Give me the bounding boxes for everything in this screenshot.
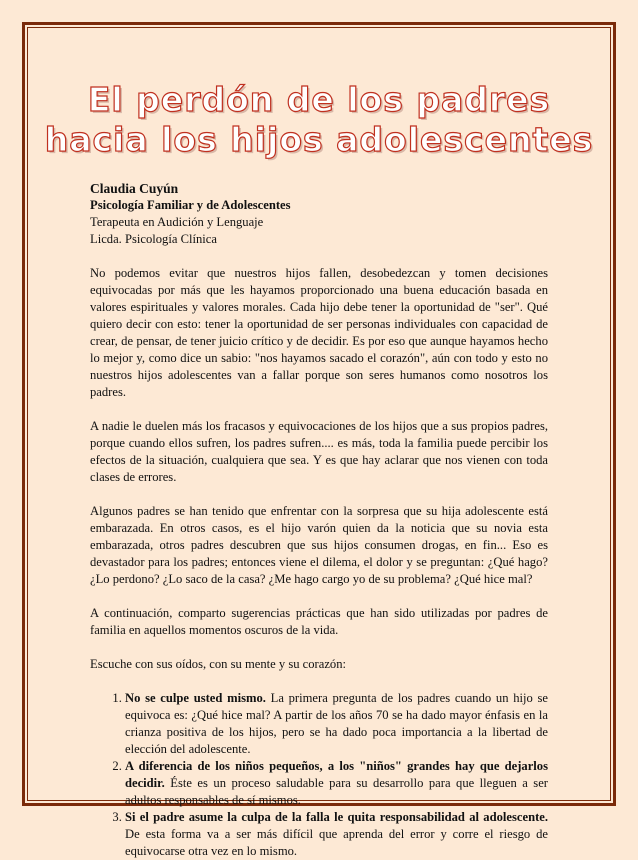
author-block — [90, 180, 548, 248]
list-item — [125, 690, 548, 758]
author-credential-2: Licda. Psicología Clínica — [90, 232, 217, 246]
advice-list — [90, 690, 548, 860]
list-item-text: Éste es un proceso saludable para su desarrollo para que lleguen a ser adultos responsables de sí mismos. — [125, 776, 548, 807]
list-item-heading: Si el padre asume la culpa de la falla le quita responsabilidad al adolescente. — [125, 810, 548, 824]
author-role: Psicología Familiar y de Adolescentes — [90, 198, 291, 212]
author-name: Claudia Cuyún — [90, 181, 179, 196]
paragraph: Algunos padres se han tenido que enfrentar con la sorpresa que su hija adolescente está embarazada. En otros casos, es el hijo varón quien da la noticia que su novia esta embarazada, otros padres descubren que sus hijos consumen drogas, en fin... Eso es devastador para los padres; entonces viene el dilema, el dolor y se preguntan: ¿Qué hago? ¿Lo perdono? ¿Lo saco de la casa? ¿Me hago cargo yo de su problema? ¿Qué hice mal? — [90, 504, 548, 586]
list-item-heading: No se culpe usted mismo. — [125, 691, 266, 705]
author-credential-1: Terapeuta en Audición y Lenguaje — [90, 215, 264, 229]
document-title: El perdón de los padres hacia los hijos adolescentes — [44, 80, 594, 159]
list-item — [125, 758, 548, 809]
paragraph: A continuación, comparto sugerencias prácticas que han sido utilizadas por padres de familia en aquellos momentos oscuros de la vida. — [90, 606, 548, 637]
list-item-text: La primera pregunta de los padres cuando un hijo se equivoca es: ¿Qué hice mal? A partir de los años 70 se ha dado mayor énfasis en la crianza positiva de los hijos, pero se ha dado poca importancia a la libertad de elección del adolescente. — [125, 691, 548, 756]
list-item-text: De esta forma va a ser más difícil que aprenda del error y corre el riesgo de equivocarse otra vez en lo mismo. — [125, 827, 548, 858]
document-body — [90, 180, 548, 860]
list-item-heading: A diferencia de los niños pequeños, a los "niños" grandes hay que dejarlos decidir. — [125, 759, 548, 790]
paragraph: Escuche con sus oídos, con su mente y su corazón: — [90, 657, 347, 671]
paragraph: A nadie le duelen más los fracasos y equivocaciones de los hijos que a sus propios padres, porque cuando ellos sufren, los padres sufren.... es más, toda la familia puede percibir los efectos de la situación, cualquiera que sea. Y es que hay aclarar que nos vienen con toda clases de errores. — [90, 419, 548, 484]
paragraph: No podemos evitar que nuestros hijos fallen, desobedezcan y tomen decisiones equivocadas por más que les hayamos proporcionado una buena educación basada en valores espirituales y valores morales. Cada hijo debe tener la oportunidad de "ser". Qué quiero decir con esto: tener la oportunidad de ser personas individuales con capacidad de crear, de pensar, de tener juicio crítico y de decidir. Es por eso que aunque hayamos hecho lo mejor y, como dice un sabio: "nos hayamos sacado el corazón", aún con todo y esto no nuestros hijos adolescentes van a fallar porque son seres humanos como nosotros los padres. — [90, 266, 548, 399]
list-item — [125, 809, 548, 860]
